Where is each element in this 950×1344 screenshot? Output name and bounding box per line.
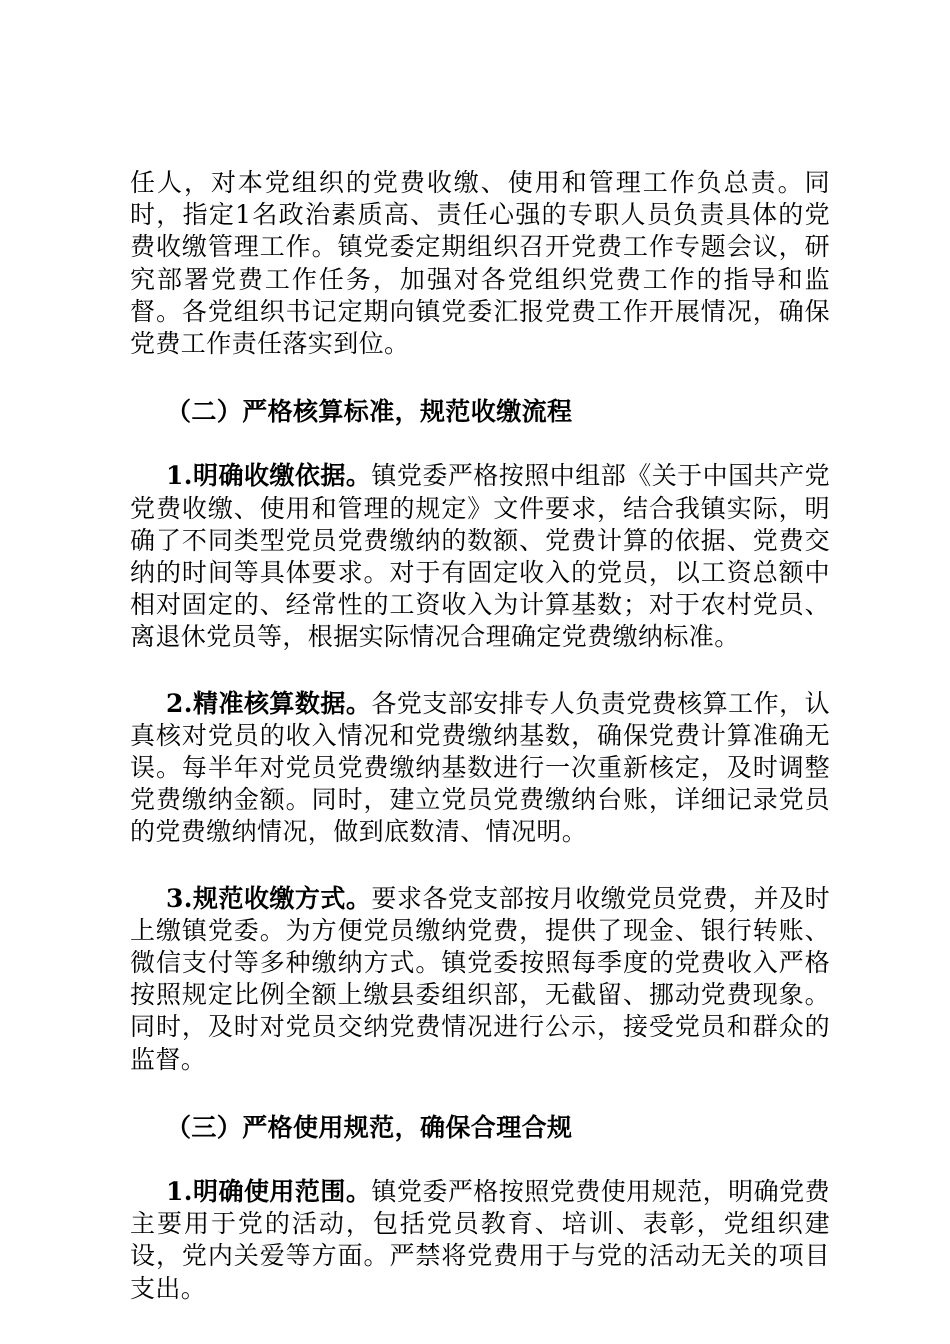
paragraph-lead: 1.明确使用范围。 <box>166 1177 372 1207</box>
paragraph-lead: 1.明确收缴依据。 <box>166 461 372 491</box>
paragraph-body: 镇党委严格按照党费使用规范，明确党费主要用于党的活动，包括党员教育、培训、表彰，党组织建设，党内关爱等方面。严禁将党费用于与党的活动无关的项目支出。 <box>130 1177 831 1303</box>
document-page <box>130 167 830 1305</box>
paragraph-lead: 2.精准核算数据。 <box>166 688 372 718</box>
section-heading-2: （二）严格核算标准，规范收缴流程 <box>166 397 573 427</box>
section-heading-3: （三）严格使用规范，确保合理合规 <box>166 1112 573 1142</box>
paragraph-accurate-accounting <box>130 688 830 849</box>
paragraph-body: 要求各党支部按月收缴党员党费，并及时上缴镇党委。为方便党员缴纳党费，提供了现金、银行转账、微信支付等多种缴纳方式。镇党委按照每季度的党费收入严格按照规定比例全额上缴县委组织部，无截留、挪动党费现象。同时，及时对党员交纳党费情况进行公示，接受党员和群众的监督。 <box>130 883 831 1074</box>
paragraph-usage-scope <box>130 1176 830 1305</box>
paragraph-body: 各党支部安排专人负责党费核算工作，认真核对党员的收入情况和党费缴纳基数，确保党费计算准确无误。每半年对党员党费缴纳基数进行一次重新核定，及时调整党费缴纳金额。同时，建立党员党费缴纳台账，详细记录党员的党费缴纳情况，做到底数清、情况明。 <box>130 688 831 847</box>
paragraph-collection-basis <box>130 460 830 653</box>
paragraph-collection-method <box>130 883 830 1076</box>
paragraph-lead: 3.规范收缴方式。 <box>166 883 372 913</box>
paragraph-body: 镇党委严格按照中组部《关于中国共产党党费收缴、使用和管理的规定》文件要求，结合我镇实际，明确了不同类型党员党费缴纳的数额、党费计算的依据、党费交纳的时间等具体要求。对于有固定收入的党员，以工资总额中相对固定的、经常性的工资收入为计算基数；对于农村党员、离退休党员等，根据实际情况合理确定党费缴纳标准。 <box>130 461 831 652</box>
paragraph-continuation: 任人，对本党组织的党费收缴、使用和管理工作负总责。同时，指定1名政治素质高、责任心强的专职人员负责具体的党费收缴管理工作。镇党委定期组织召开党费工作专题会议，研究部署党费工作任务，加强对各党组织党费工作的指导和监督。各党组织书记定期向镇党委汇报党费工作开展情况，确保党费工作责任落实到位。 <box>130 168 830 359</box>
